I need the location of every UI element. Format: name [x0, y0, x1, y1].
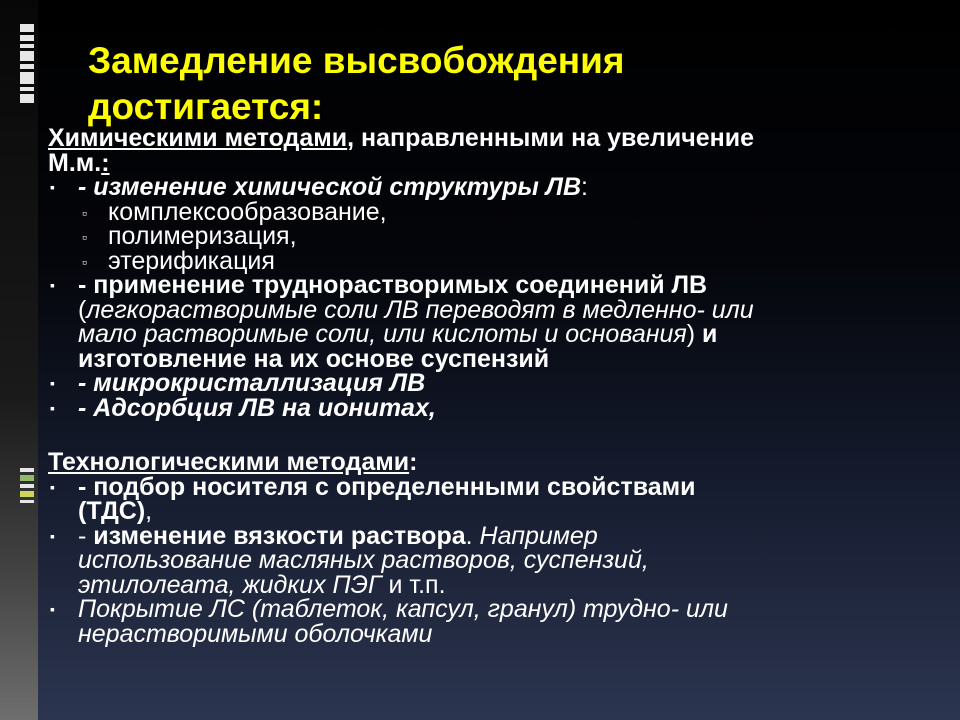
- tech-item-coating-line2: [48, 619, 948, 648]
- chem-sub-ester-text: этерификация: [108, 246, 275, 275]
- tech-item-coating-l2: нерастворимыми оболочками: [78, 619, 433, 648]
- chem-item-insoluble-and: и: [695, 320, 718, 348]
- chem-item-adsorption-text: - Адсорбция ЛВ на ионитах,: [78, 393, 436, 422]
- tech-item-viscosity-etc: и т.п.: [381, 570, 446, 599]
- paren-open: (: [78, 295, 87, 324]
- chem-sub-polymer: [48, 224, 948, 249]
- chem-heading-line2: [48, 148, 948, 177]
- slide-title: [88, 38, 788, 130]
- tech-heading-underlined: Технологическими методами: [48, 448, 410, 476]
- chem-item-microcryst-text: - микрокристаллизация ЛВ: [78, 369, 426, 397]
- chem-heading-mm: М.м.: [48, 148, 102, 177]
- chem-item-insoluble-line2: [48, 295, 948, 324]
- chem-heading-colon: :: [101, 148, 110, 177]
- left-decor-bar: [0, 0, 38, 720]
- chem-item-insoluble-l3: мало растворимые соли, или кислоты и основания: [78, 320, 687, 348]
- chem-item-insoluble-l1: - применение труднорастворимых соединений ЛВ: [78, 271, 708, 299]
- tech-item-viscosity-line2: [48, 548, 948, 573]
- chem-sub-ester: [48, 246, 948, 275]
- chem-heading-rest: , направленными на увеличение: [347, 124, 755, 152]
- tech-item-viscosity-line3: [48, 570, 948, 599]
- tech-item-coating-l1: Покрытие ЛС (таблеток, капсул, гранул) трудно- или: [78, 595, 728, 623]
- tech-item-carrier-line2: [48, 499, 948, 524]
- tech-item-viscosity-bold: изменение вязкости раствора: [93, 521, 466, 550]
- paren-close: ): [686, 320, 696, 348]
- square-bullet-icon: ▪: [50, 399, 55, 416]
- hollow-bullet-icon: ▫: [82, 253, 87, 270]
- chem-item-adsorption: [48, 393, 948, 422]
- chem-item-structure-colon: :: [581, 173, 588, 201]
- tech-item-coating: [48, 597, 948, 622]
- decor-stripes-top: [20, 24, 34, 106]
- tech-item-viscosity-example: Например: [479, 521, 598, 550]
- chem-item-insoluble-l2: легкорастворимые соли ЛВ переводят в медленно- или: [86, 295, 754, 324]
- chem-heading-underlined: Химическими методами: [48, 124, 348, 152]
- square-bullet-icon: ▪: [50, 527, 55, 544]
- tech-heading-colon: :: [409, 448, 418, 476]
- tech-item-viscosity-l3: этилолеата, жидких ПЭГ: [78, 570, 382, 599]
- slide-body: [48, 126, 948, 646]
- square-bullet-icon: ▪: [50, 478, 55, 495]
- chem-item-insoluble-line3: [48, 322, 948, 347]
- section-gap: [48, 420, 948, 450]
- square-bullet-icon: ▪: [50, 601, 55, 617]
- square-bullet-icon: ▪: [50, 375, 55, 391]
- tech-item-carrier-l2: (ТДС): [78, 497, 146, 525]
- title-line-1: Замедление высвобождения: [88, 40, 625, 81]
- chem-item-structure-text: - изменение химической структуры ЛВ: [78, 173, 582, 201]
- title-line-2: достигается:: [88, 86, 324, 127]
- decor-stripes-middle: [20, 468, 34, 506]
- chem-item-structure: [48, 175, 948, 200]
- tech-item-viscosity-l2: использование масляных растворов, суспензий,: [78, 546, 649, 574]
- tech-heading: [48, 450, 948, 475]
- chem-item-insoluble-l4: изготовление на их основе суспензий: [78, 344, 550, 373]
- chem-heading: [48, 126, 948, 151]
- tech-item-carrier: [48, 472, 948, 501]
- tech-item-viscosity: [48, 521, 948, 550]
- square-bullet-icon: ▪: [50, 277, 55, 293]
- tech-item-carrier-comma: ,: [145, 497, 153, 525]
- tech-item-carrier-l1: - подбор носителя с определенными свойствами: [78, 472, 696, 501]
- hollow-bullet-icon: ▫: [82, 229, 87, 245]
- chem-sub-complex: [48, 197, 948, 226]
- chem-item-microcryst: [48, 371, 948, 396]
- tech-item-viscosity-dot: .: [465, 521, 480, 550]
- chem-sub-complex-text: комплексообразование,: [108, 197, 387, 226]
- hollow-bullet-icon: ▫: [82, 204, 87, 221]
- chem-sub-polymer-text: полимеризация,: [108, 222, 297, 250]
- chem-item-insoluble: [48, 273, 948, 298]
- tech-item-viscosity-dash: -: [78, 521, 94, 550]
- chem-item-insoluble-line4: [48, 344, 948, 373]
- square-bullet-icon: ▪: [50, 179, 55, 195]
